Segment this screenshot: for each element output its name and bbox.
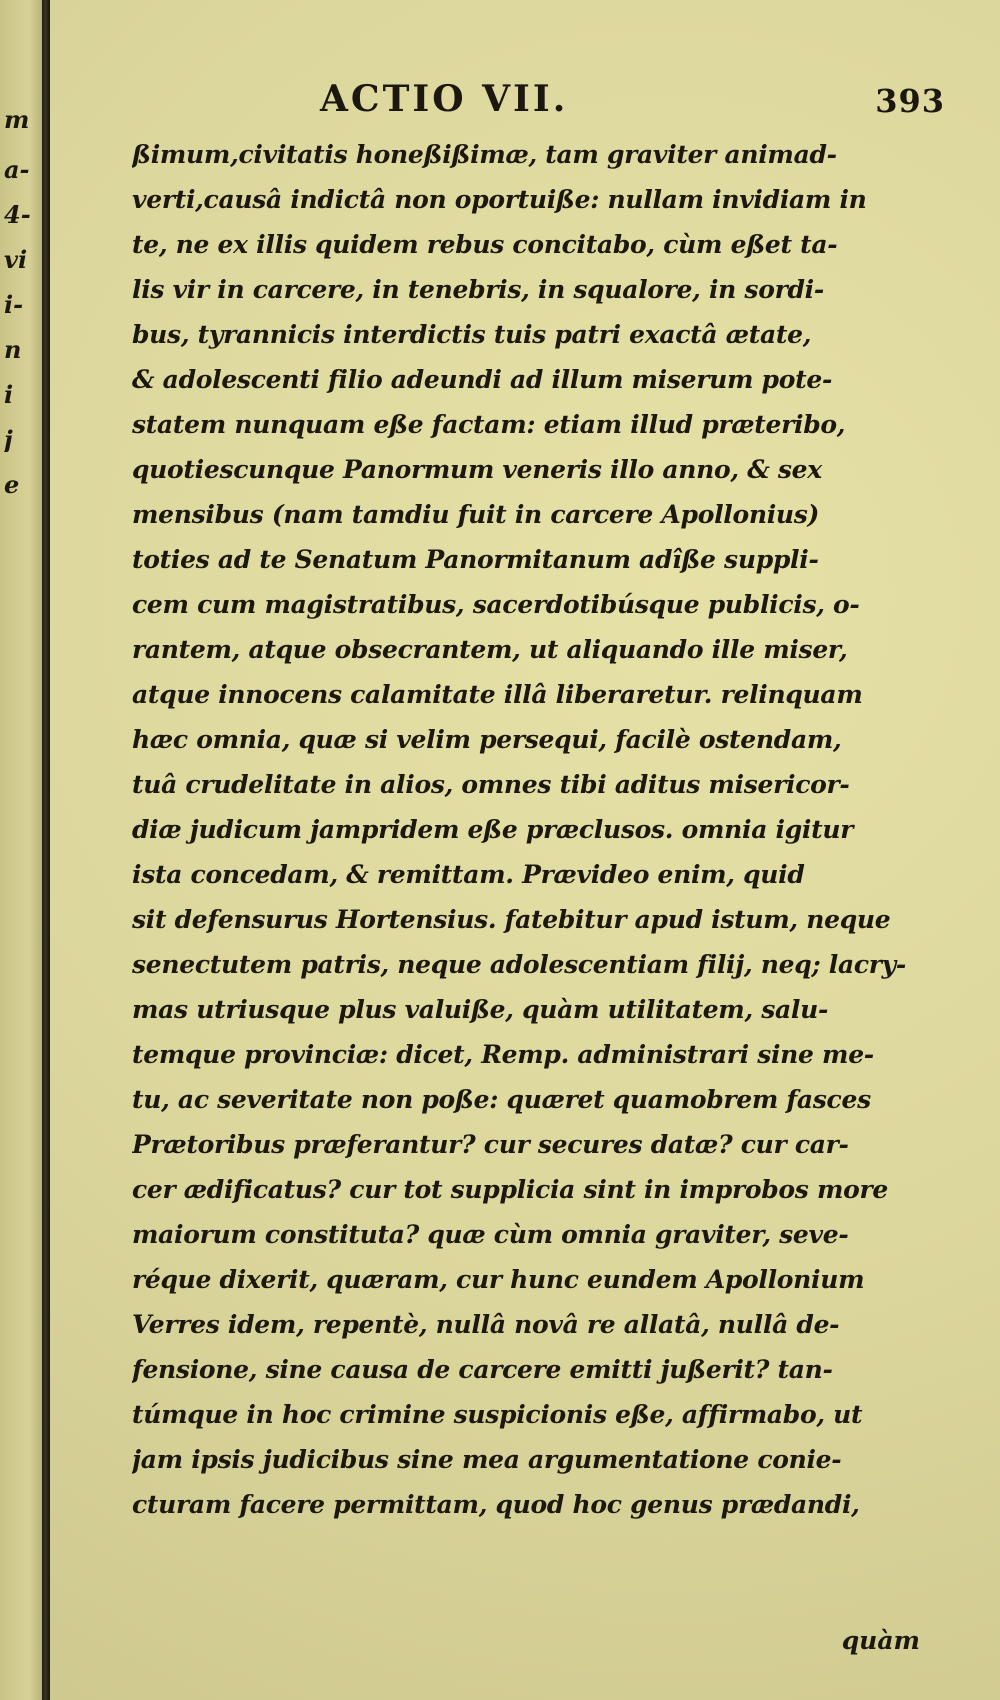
text-line: ista concedam, & remittam. Prævideo enim, quid: [132, 860, 805, 889]
text-line: toties ad te Senatum Panormitanum adîße suppli-: [132, 545, 819, 574]
text-line: mensibus (nam tamdiu fuit in carcere Apollonius): [132, 500, 820, 529]
text-line: fensione, sine causa de carcere emitti jußerit? tan-: [132, 1355, 833, 1384]
left-margin-fragment: a-: [4, 158, 30, 182]
text-line: maiorum constituta? quæ cùm omnia graviter, seve-: [132, 1220, 849, 1249]
text-line: diæ judicum jampridem eße præclusos. omnia igitur: [132, 815, 854, 844]
page-number: 393: [875, 82, 945, 120]
text-line: temque provinciæ: dicet, Remp. administrari sine me-: [132, 1040, 874, 1069]
text-line: verti,causâ indictâ non oportuiße: nullam invidiam in: [132, 185, 867, 214]
text-line: cturam facere permittam, quod hoc genus prædandi,: [132, 1490, 860, 1519]
text-line: atque innocens calamitate illâ liberaretur. relinquam: [132, 680, 863, 709]
left-margin-fragment: m: [4, 108, 30, 132]
text-line: túmque in hoc crimine suspicionis eße, affirmabo, ut: [132, 1400, 863, 1429]
left-margin-fragment: n: [4, 338, 22, 362]
left-margin-fragment: 4-: [4, 203, 31, 227]
text-line: statem nunquam eße factam: etiam illud præteribo,: [132, 410, 846, 439]
text-line: cer ædificatus? cur tot supplicia sint in improbos more: [132, 1175, 888, 1204]
catchword: quàm: [841, 1626, 920, 1655]
text-line: ßimum,civitatis honeßißimæ, tam graviter animad-: [132, 140, 837, 169]
text-line: tuâ crudelitate in alios, omnes tibi aditus misericor-: [132, 770, 850, 799]
text-line: jam ipsis judicibus sine mea argumentatione conie-: [132, 1445, 842, 1474]
left-margin-fragment: j: [4, 428, 13, 452]
text-line: te, ne ex illis quidem rebus concitabo, cùm eßet ta-: [132, 230, 838, 259]
text-line: mas utriusque plus valuiße, quàm utilitatem, salu-: [132, 995, 829, 1024]
left-margin-fragment: i: [4, 383, 14, 407]
text-line: cem cum magistratibus, sacerdotibúsque publicis, o-: [132, 590, 860, 619]
text-line: & adolescenti filio adeundi ad illum miserum pote-: [132, 365, 833, 394]
left-margin-fragment: i-: [4, 293, 24, 317]
text-line: rantem, atque obsecrantem, ut aliquando ille miser,: [132, 635, 848, 664]
text-line: bus, tyrannicis interdictis tuis patri exactâ ætate,: [132, 320, 812, 349]
text-line: tu, ac severitate non poße: quæret quamobrem fasces: [132, 1085, 871, 1114]
text-line: sit defensurus Hortensius. fatebitur apud istum, neque: [132, 905, 891, 934]
left-margin-fragment: vi: [4, 248, 28, 272]
text-line: Prætoribus præferantur? cur secures datæ? cur car-: [132, 1130, 849, 1159]
book-gutter-shadow: [42, 0, 50, 1700]
text-line: Verres idem, repentè, nullâ novâ re allatâ, nullâ de-: [132, 1310, 840, 1339]
text-line: réque dixerit, quæram, cur hunc eundem Apollonium: [132, 1265, 865, 1294]
printed-page: [50, 0, 1000, 1700]
text-line: senectutem patris, neque adolescentiam filij, neq; lacry-: [132, 950, 906, 979]
text-line: lis vir in carcere, in tenebris, in squalore, in sordi-: [132, 275, 824, 304]
text-line: quotiescunque Panormum veneris illo anno, & sex: [132, 455, 822, 484]
left-facing-page-fragment: [0, 0, 43, 1700]
text-line: hæc omnia, quæ si velim persequi, facilè ostendam,: [132, 725, 842, 754]
left-margin-fragment: e: [4, 473, 20, 497]
running-head: ACTIO VII.: [320, 78, 569, 120]
